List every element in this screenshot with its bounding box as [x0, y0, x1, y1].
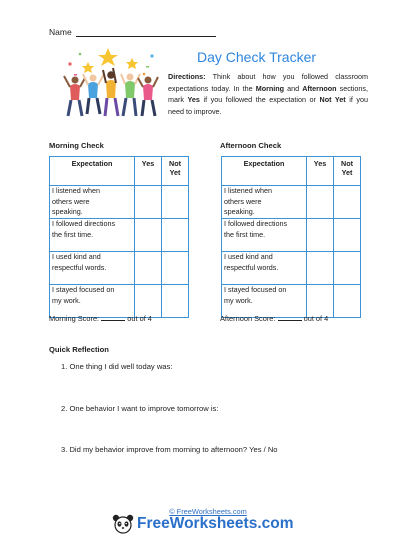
table-row — [222, 252, 361, 285]
expectation-cell: I listened when others were speaking. — [222, 186, 307, 219]
reflection-question-1: 1. One thing I did well today was: — [61, 362, 173, 371]
yes-checkbox-cell[interactable] — [307, 219, 334, 252]
col-yes: Yes — [135, 157, 162, 186]
not-yet-checkbox-cell[interactable] — [162, 219, 189, 252]
col-expectation: Expectation — [50, 157, 135, 186]
celebrating-kids-illustration — [58, 44, 166, 120]
morning-heading: Morning Check — [49, 141, 104, 150]
yes-checkbox-cell[interactable] — [307, 252, 334, 285]
table-row — [222, 186, 361, 219]
page-title: Day Check Tracker — [197, 49, 317, 65]
yes-checkbox-cell[interactable] — [135, 186, 162, 219]
expectation-cell: I followed directions the first time. — [50, 219, 135, 252]
morning-check-table — [49, 156, 189, 318]
expectation-cell: I stayed focused on my work. — [222, 285, 307, 318]
panda-icon — [112, 514, 134, 534]
afternoon-check-table — [221, 156, 361, 318]
name-label: Name — [49, 27, 72, 37]
afternoon-score-blank[interactable] — [278, 312, 302, 321]
expectation-cell: I stayed focused on my work. — [50, 285, 135, 318]
name-line[interactable] — [76, 26, 216, 37]
not-yet-checkbox-cell[interactable] — [162, 285, 189, 318]
expectation-cell: I listened when others were speaking. — [50, 186, 135, 219]
expectation-cell: I used kind and respectful words. — [50, 252, 135, 285]
not-yet-checkbox-cell[interactable] — [162, 252, 189, 285]
reflection-heading: Quick Reflection — [49, 345, 109, 354]
yes-checkbox-cell[interactable] — [307, 186, 334, 219]
not-yet-checkbox-cell[interactable] — [334, 186, 361, 219]
morning-score: Morning Score: out of 4 — [49, 314, 152, 323]
not-yet-checkbox-cell[interactable] — [334, 252, 361, 285]
col-yes: Yes — [307, 157, 334, 186]
col-expectation: Expectation — [222, 157, 307, 186]
yes-checkbox-cell[interactable] — [135, 219, 162, 252]
table-row — [222, 219, 361, 252]
reflection-question-3: 3. Did my behavior improve from morning to afternoon? Yes / No — [61, 445, 278, 454]
expectation-cell: I used kind and respectful words. — [222, 252, 307, 285]
not-yet-checkbox-cell[interactable] — [162, 186, 189, 219]
col-not-yet: Not Yet — [162, 157, 189, 186]
brand-name: FreeWorksheets.com — [137, 515, 294, 532]
expectation-cell: I followed directions the first time. — [222, 219, 307, 252]
not-yet-checkbox-cell[interactable] — [334, 285, 361, 318]
copyright-link[interactable]: © FreeWorksheets.com — [169, 507, 247, 516]
directions-lead: Directions: — [168, 72, 206, 81]
not-yet-checkbox-cell[interactable] — [334, 219, 361, 252]
directions-text: Directions: Think about how you followed classroom expectations today. In the Morning and Afternoon sections, mark Yes if you followed the expectation or Not Yet if you need to improve. — [168, 72, 368, 116]
col-not-yet: Not Yet — [334, 157, 361, 186]
table-header-row — [222, 157, 361, 186]
yes-checkbox-cell[interactable] — [135, 252, 162, 285]
reflection-question-2: 2. One behavior I want to improve tomorrow is: — [61, 404, 219, 413]
name-field[interactable] — [49, 26, 216, 37]
table-row — [50, 219, 189, 252]
morning-score-blank[interactable] — [101, 312, 125, 321]
afternoon-heading: Afternoon Check — [220, 141, 282, 150]
table-row — [50, 186, 189, 219]
table-row — [50, 252, 189, 285]
table-header-row — [50, 157, 189, 186]
afternoon-score: Afternoon Score: out of 4 — [220, 314, 329, 323]
brand-logo — [112, 514, 312, 534]
